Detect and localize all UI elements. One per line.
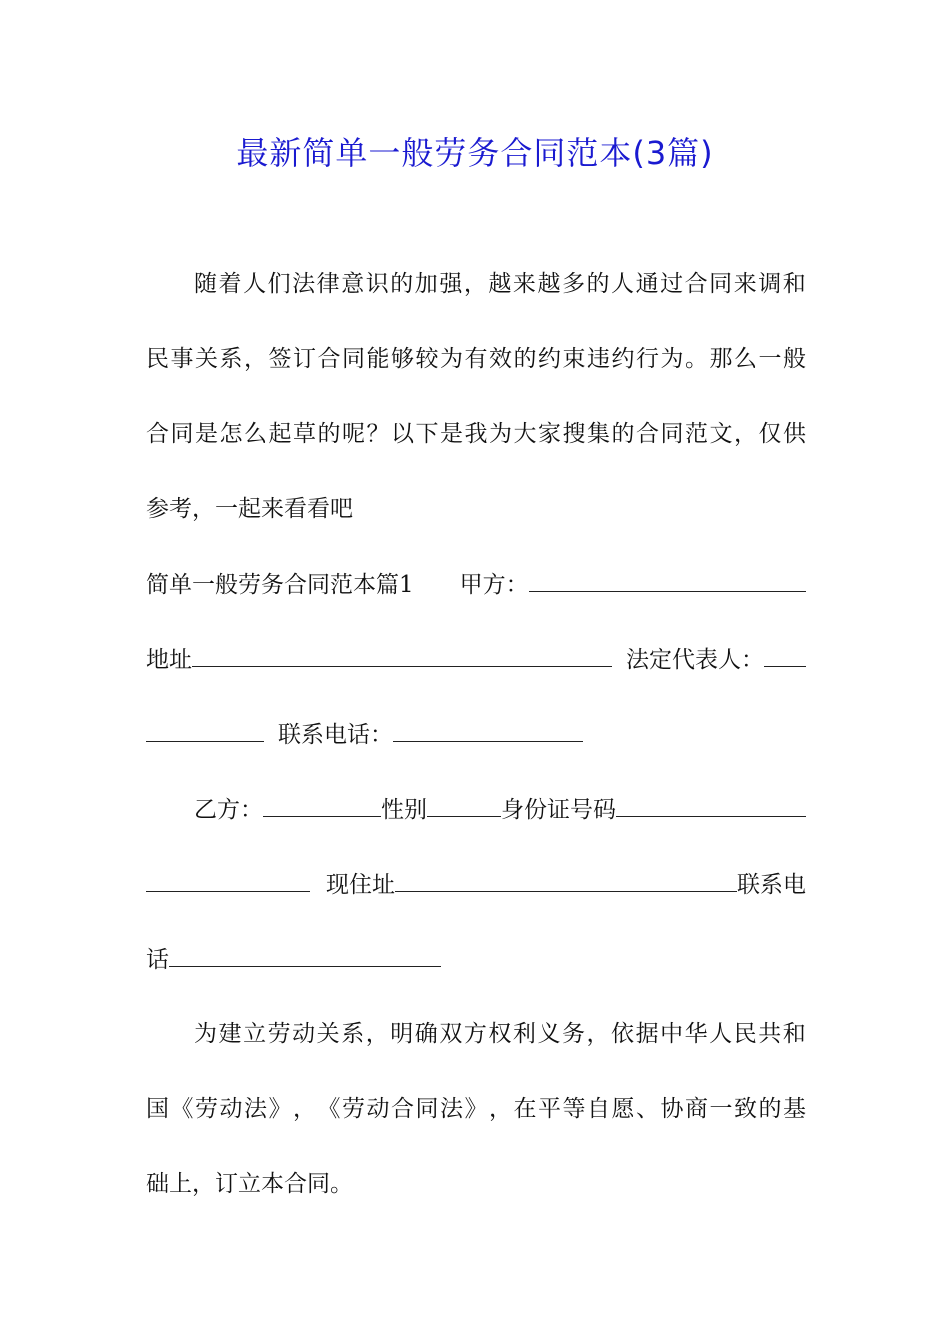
party-a-blank	[529, 567, 806, 592]
current-address-row	[146, 867, 806, 901]
id-number-blank	[616, 792, 806, 817]
party-b-blank	[263, 792, 381, 817]
phone-continued-row	[146, 942, 806, 976]
current-address-blank	[395, 867, 737, 892]
section-heading: 简单一般劳务合同范本篇1	[146, 572, 414, 598]
contact-phone-b-blank	[169, 942, 441, 967]
gender-label: 性别	[381, 797, 427, 823]
section1-heading-row	[146, 567, 806, 601]
gender-blank	[427, 792, 501, 817]
party-b-row	[194, 792, 806, 826]
intro-line-3: 合 同 是 怎 么 起 草 的 呢 ？ 以 下 是 我 为 大 家 搜 集 的 合 同 范 文 ， 仅 供	[146, 421, 806, 447]
id-number-blank-continued	[146, 867, 310, 892]
intro-line-1: 随 着 人 们 法 律 意 识 的 加 强 ， 越 来 越 多 的 人 通 过 合 同 来 调 和	[194, 271, 806, 297]
legal-rep-blank	[764, 642, 806, 667]
purpose-line-2: 国 《 劳 动 法 》 ， 《 劳 动 合 同 法 》 ， 在 平 等 自 愿 、 协 商 一 致 的 基	[146, 1096, 806, 1122]
party-b-label: 乙方：	[194, 797, 263, 823]
current-address-label: 现住址	[326, 872, 395, 898]
contact-phone-label: 联系电话：	[278, 722, 393, 748]
contact-phone-label-b-part2: 话	[146, 947, 169, 973]
legal-rep-blank-continued	[146, 717, 264, 742]
contact-phone-blank	[393, 717, 583, 742]
contact-phone-label-b-part1: 联系电	[737, 872, 806, 898]
party-a-label: 甲方：	[459, 572, 529, 598]
intro-line-2: 民 事 关 系 ， 签 订 合 同 能 够 较 为 有 效 的 约 束 违 约 行 为 。 那 么 一 般	[146, 346, 806, 372]
document-title: 最新简单一般劳务合同范本(3篇)	[236, 134, 714, 172]
contact-row	[146, 717, 806, 751]
intro-line-4: 参考，一起来看看吧	[146, 496, 353, 522]
purpose-line-1: 为 建 立 劳 动 关 系 ， 明 确 双 方 权 利 义 务 ， 依 据 中 华 人 民 共 和	[194, 1021, 806, 1047]
address-row	[146, 642, 806, 676]
purpose-line-3: 础上，订立本合同。	[146, 1171, 353, 1197]
id-number-label: 身份证号码	[501, 797, 616, 823]
address-blank	[192, 642, 612, 667]
address-label: 地址	[146, 647, 192, 673]
legal-rep-label: 法定代表人：	[626, 647, 764, 673]
